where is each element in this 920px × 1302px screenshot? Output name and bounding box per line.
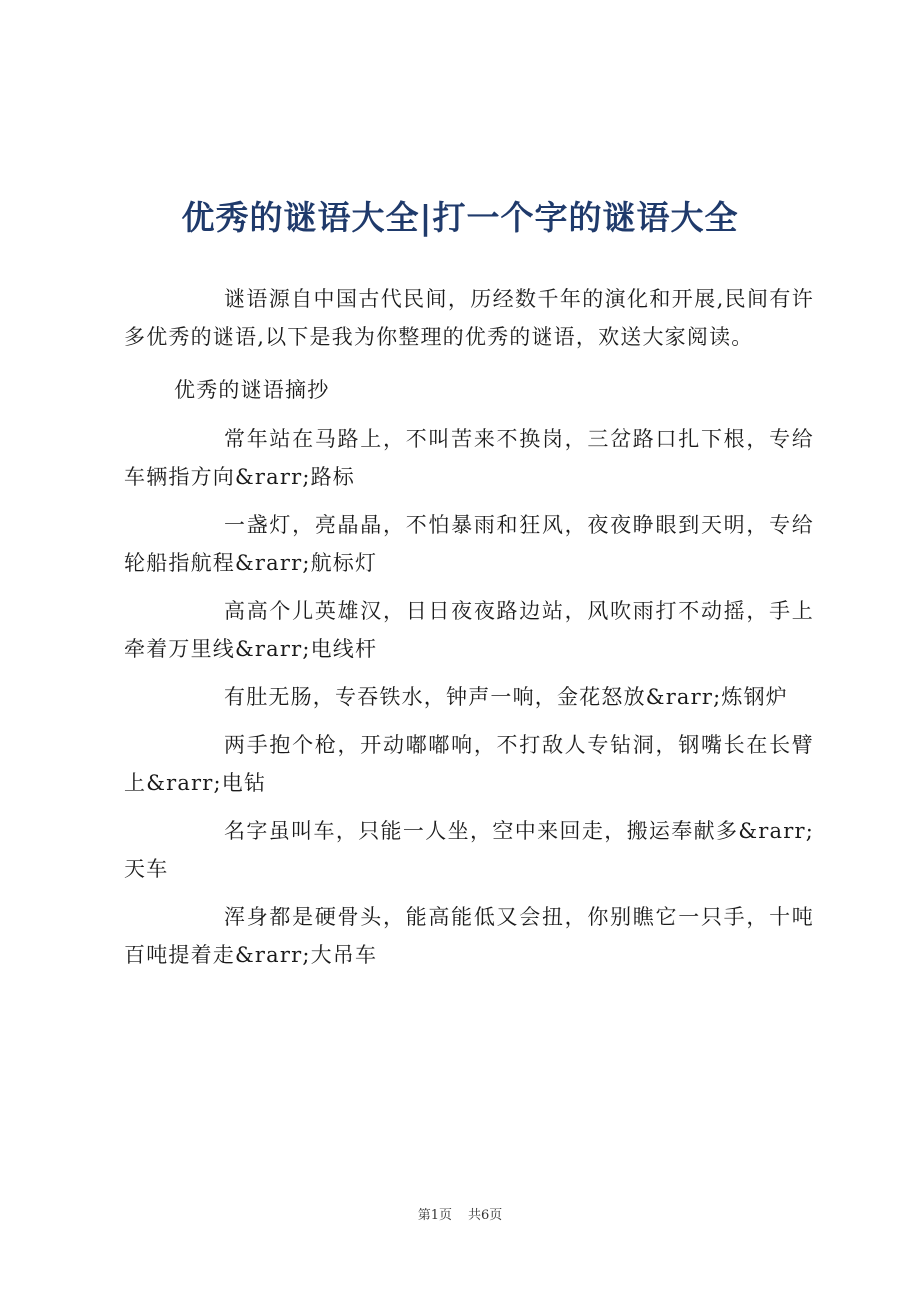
riddle-item: 名字虽叫车，只能一人坐，空中来回走，搬运奉献多&rarr;天车 — [124, 819, 814, 881]
page-number: 第1页 — [417, 1208, 452, 1223]
riddle-item: 浑身都是硬骨头，能高能低又会扭，你别瞧它一只手，十吨百吨提着走&rarr;大吊车 — [124, 905, 814, 967]
page-total: 共6页 — [468, 1208, 503, 1223]
riddle-item: 有肚无肠，专吞铁水，钟声一响，金花怒放&rarr;炼钢炉 — [224, 685, 789, 709]
riddle-item: 常年站在马路上，不叫苦来不换岗，三岔路口扎下根，专给车辆指方向&rarr;路标 — [124, 427, 814, 489]
intro-paragraph: 谜语源自中国古代民间，历经数千年的演化和开展,民间有许多优秀的谜语,以下是我为你整理的优秀的谜语，欢送大家阅读。 — [124, 287, 814, 349]
riddle-item: 一盏灯，亮晶晶，不怕暴雨和狂风，夜夜睁眼到天明，专给轮船指航程&rarr;航标灯 — [124, 513, 814, 575]
section-heading: 优秀的谜语摘抄 — [174, 378, 330, 402]
page-footer — [0, 1206, 920, 1226]
riddle-item: 高高个儿英雄汉，日日夜夜路边站，风吹雨打不动摇，手上牵着万里线&rarr;电线杆 — [124, 599, 814, 661]
page-title: 优秀的谜语大全|打一个字的谜语大全 — [181, 198, 739, 237]
document-body — [124, 280, 814, 984]
riddle-item: 两手抱个枪，开动嘟嘟响，不打敌人专钻洞，钢嘴长在长臂上&rarr;电钻 — [124, 733, 814, 795]
